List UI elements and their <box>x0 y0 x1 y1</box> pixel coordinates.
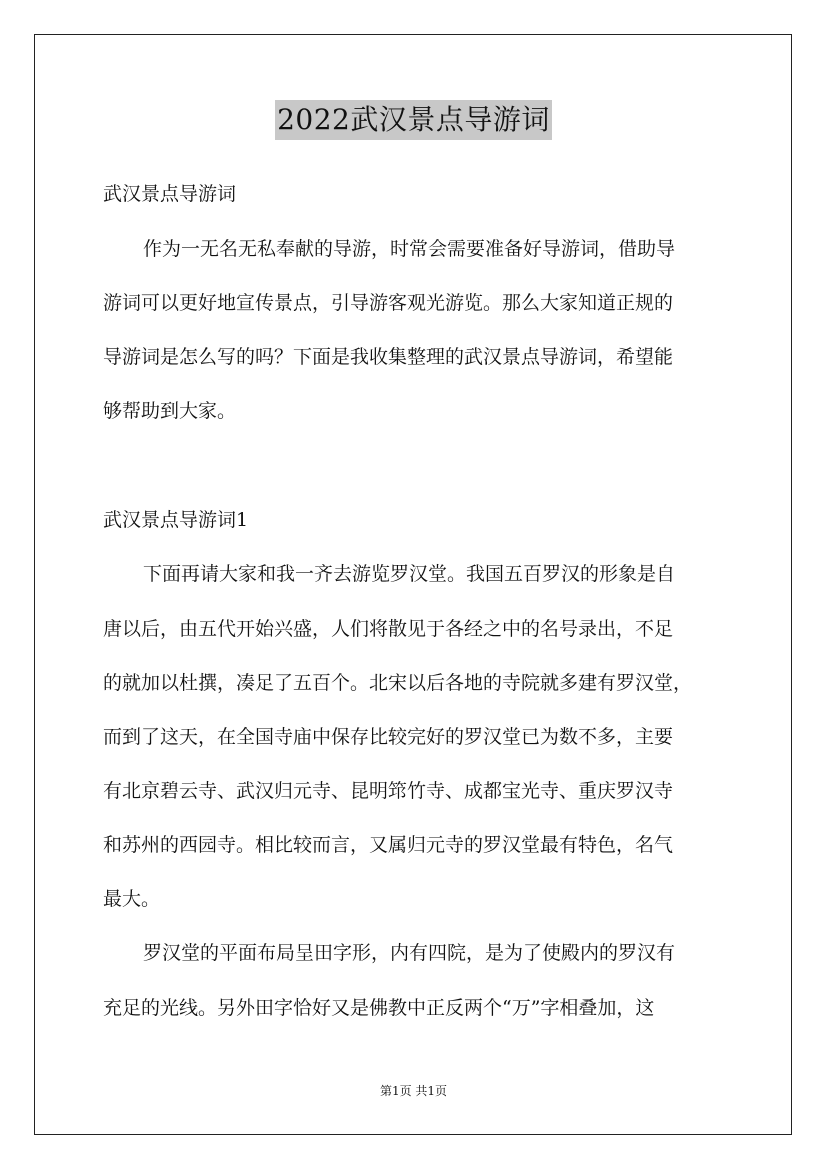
paragraph-line: 充足的光线。另外田字恰好又是佛教中正反两个“万”字相叠加，这 <box>103 997 655 1019</box>
document-title: 2022武汉景点导游词 <box>275 100 552 140</box>
paragraph-line: 罗汉堂的平面布局呈田字形，内有四院，是为了使殿内的罗汉有 <box>143 942 676 964</box>
page-footer: 第1页 共1页 <box>379 1084 448 1098</box>
paragraph-line: 作为一无名无私奉献的导游，时常会需要准备好导游词，借助导 <box>143 238 676 260</box>
section-heading: 武汉景点导游词1 <box>103 509 249 531</box>
paragraph-line: 和苏州的西园寺。相比较而言，又属归元寺的罗汉堂最有特色，名气 <box>103 834 674 856</box>
subtitle: 武汉景点导游词 <box>103 183 237 205</box>
paragraph-line: 游词可以更好地宣传景点，引导游客观光游览。那么大家知道正规的 <box>103 292 674 314</box>
paragraph-line: 而到了这天，在全国寺庙中保存比较完好的罗汉堂已为数不多，主要 <box>103 726 674 748</box>
title-wrap <box>0 100 827 140</box>
paragraph-line: 导游词是怎么写的吗？下面是我收集整理的武汉景点导游词，希望能 <box>103 346 674 368</box>
paragraph-line: 的就加以杜撰，凑足了五百个。北宋以后各地的寺院就多建有罗汉堂， <box>103 672 693 694</box>
paragraph-line: 够帮助到大家。 <box>103 400 237 422</box>
paragraph-line: 最大。 <box>103 888 161 910</box>
paragraph-line: 下面再请大家和我一齐去游览罗汉堂。我国五百罗汉的形象是自 <box>143 563 676 585</box>
paragraph-line: 唐以后，由五代开始兴盛，人们将散见于各经之中的名号录出，不足 <box>103 618 674 640</box>
paragraph-line: 有北京碧云寺、武汉归元寺、昆明筇竹寺、成都宝光寺、重庆罗汉寺 <box>103 780 674 802</box>
